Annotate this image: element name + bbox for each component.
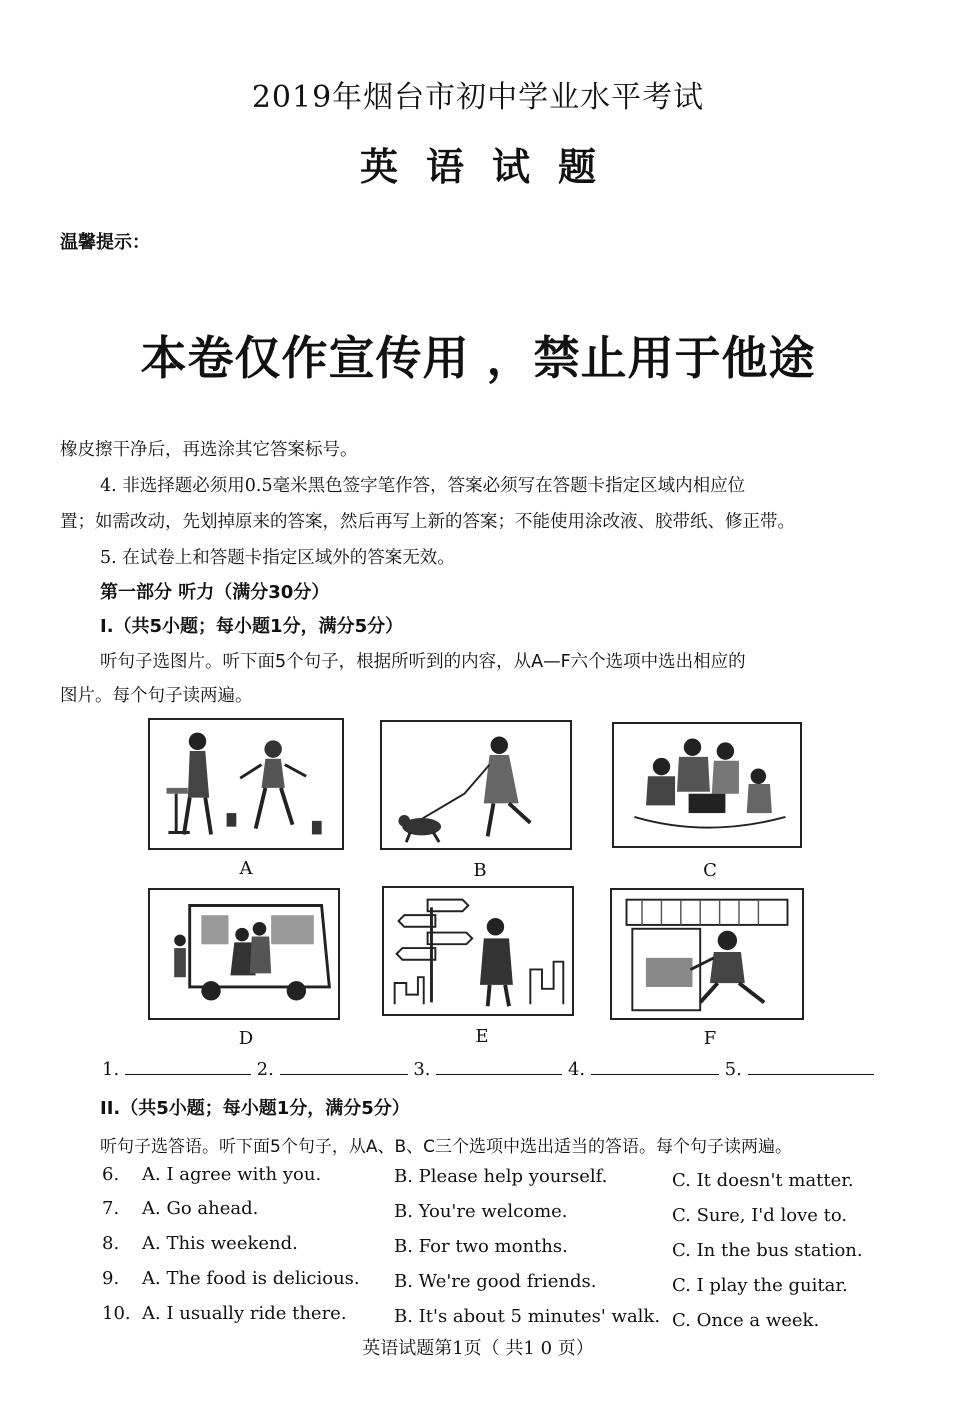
bus-boarding-illustration xyxy=(150,890,338,1018)
question-6-option-a: A. I agree with you. xyxy=(142,1164,322,1185)
question-10-option-b: B. It's about 5 minutes' walk. xyxy=(394,1306,661,1327)
picture-e-label: E xyxy=(475,1026,489,1047)
blank-1-line[interactable] xyxy=(125,1058,251,1075)
question-9-option-c: C. I play the guitar. xyxy=(672,1275,848,1296)
blank-3-line[interactable] xyxy=(436,1058,562,1075)
picture-f-label: F xyxy=(703,1028,717,1049)
laptop-group-illustration xyxy=(614,724,800,846)
blank-3-number: 3. xyxy=(413,1059,431,1080)
instruction-4-line-b: 置；如需改动，先划掉原来的答案，然后再写上新的答案；不能使用涂改液、胶带纸、修正带。 xyxy=(60,512,795,532)
answer-blanks xyxy=(102,1058,874,1080)
question-8-option-b: B. For two months. xyxy=(394,1236,568,1257)
question-7-number: 7. xyxy=(102,1198,120,1219)
picture-b xyxy=(380,720,572,850)
picture-d xyxy=(148,888,340,1020)
watermark-banner: 本卷仅作宣传用 ，禁止用于他途 xyxy=(140,331,816,385)
question-6-number: 6. xyxy=(102,1164,120,1185)
section2-heading: II.（共5小题；每小题1分，满分5分） xyxy=(100,1098,410,1119)
instruction-4-line-a: 4. 非选择题必须用0.5毫米黑色签字笔作答，答案必须写在答题卡指定区域内相应位 xyxy=(100,476,746,496)
blank-5-number: 5. xyxy=(724,1059,742,1080)
picture-b-label: B xyxy=(473,860,487,881)
exam-title: 2019年烟台市初中学业水平考试 xyxy=(251,80,705,115)
picture-e xyxy=(382,886,574,1016)
blank-4-line[interactable] xyxy=(591,1058,719,1075)
question-7-option-a: A. Go ahead. xyxy=(142,1198,259,1219)
question-7-option-c: C. Sure, I'd love to. xyxy=(672,1205,848,1226)
dog-walking-illustration xyxy=(382,722,570,848)
exercise-illustration xyxy=(150,720,342,848)
refrigerator-illustration xyxy=(612,890,802,1018)
subject-title: 英语试题 xyxy=(359,144,624,189)
picture-c-label: C xyxy=(703,860,717,881)
question-6-option-c: C. It doesn't matter. xyxy=(672,1170,854,1191)
question-6-option-b: B. Please help yourself. xyxy=(394,1166,608,1187)
blank-1-number: 1. xyxy=(102,1059,120,1080)
question-9-number: 9. xyxy=(102,1268,120,1289)
instruction-line-3-continued: 橡皮擦干净后，再选涂其它答案标号。 xyxy=(60,440,358,460)
picture-c xyxy=(612,722,802,848)
part1-heading: 第一部分 听力（满分30分） xyxy=(100,582,330,603)
question-8-option-c: C. In the bus station. xyxy=(672,1240,863,1261)
question-9-option-a: A. The food is delicious. xyxy=(142,1268,360,1289)
page-footer: 英语试题第1页（ 共1 0 页） xyxy=(362,1338,594,1359)
signpost-illustration xyxy=(384,888,572,1014)
section1-directions-b: 图片。每个句子读两遍。 xyxy=(60,686,253,706)
picture-f xyxy=(610,888,804,1020)
blank-4-number: 4. xyxy=(567,1059,586,1080)
question-9-option-b: B. We're good friends. xyxy=(394,1271,597,1292)
question-10-option-a: A. I usually ride there. xyxy=(142,1303,347,1324)
question-7-option-b: B. You're welcome. xyxy=(394,1201,568,1222)
question-10-number: 10. xyxy=(102,1303,131,1324)
picture-d-label: D xyxy=(238,1028,254,1049)
blank-2-line[interactable] xyxy=(280,1058,408,1075)
question-8-number: 8. xyxy=(102,1233,120,1254)
picture-a-label: A xyxy=(239,858,253,879)
question-10-option-c: C. Once a week. xyxy=(672,1310,820,1331)
section2-directions: 听句子选答语。听下面5个句子，从A、B、C三个选项中选出适当的答语。每个句子读两遍。 xyxy=(100,1137,792,1157)
section1-directions-a: 听句子选图片。听下面5个句子，根据所听到的内容，从A—F六个选项中选出相应的 xyxy=(100,652,746,672)
blank-5-line[interactable] xyxy=(748,1058,874,1075)
question-8-option-a: A. This weekend. xyxy=(142,1233,298,1254)
section1-heading: I.（共5小题；每小题1分，满分5分） xyxy=(100,616,404,637)
instruction-5: 5. 在试卷上和答题卡指定区域外的答案无效。 xyxy=(100,548,455,568)
blank-2-number: 2. xyxy=(256,1059,274,1080)
notice-label: 温馨提示： xyxy=(60,232,150,253)
picture-a xyxy=(148,718,344,850)
